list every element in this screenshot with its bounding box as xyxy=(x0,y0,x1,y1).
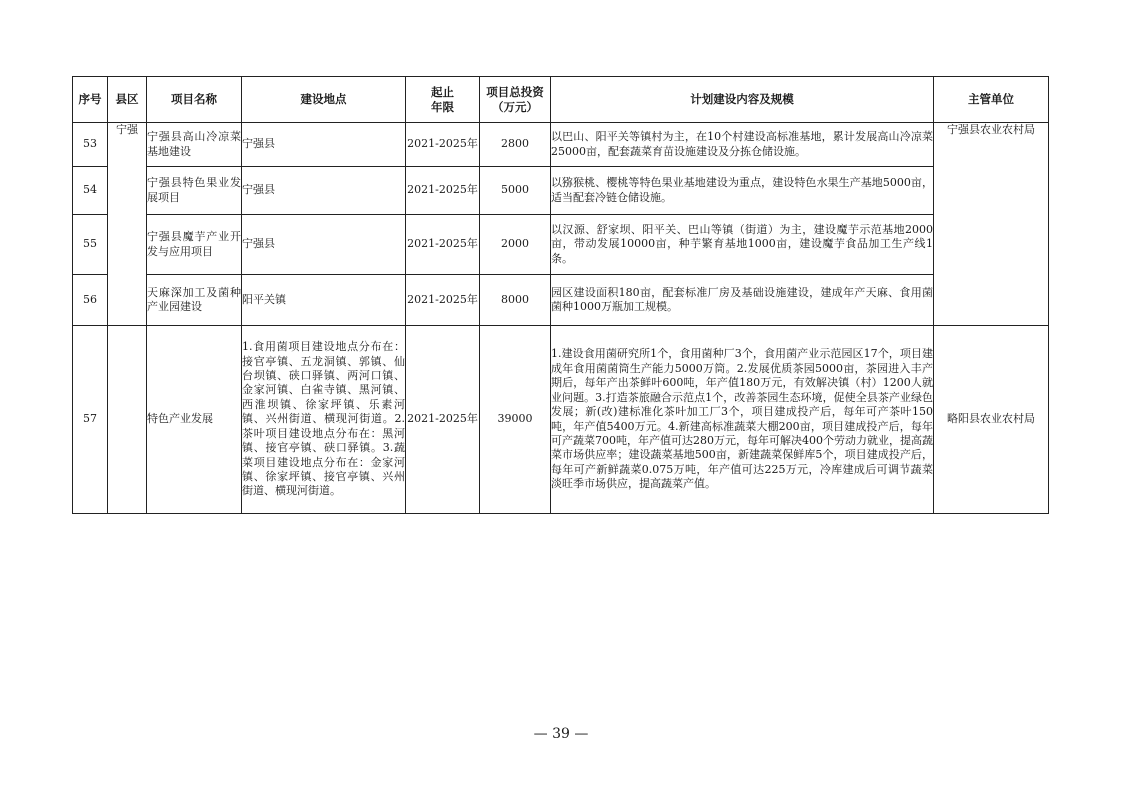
row-location: 1.食用菌项目建设地点分布在：接官亭镇、五龙洞镇、郭镇、仙台坝镇、硖口驿镇、两河口镇、金家河镇、白雀寺镇、黑河镇、西淮坝镇、徐家坪镇、乐素河镇、兴州街道、横现河街道。2.茶叶项目建设地点分布在：黑河镇、接官亭镇、硖口驿镇。3.蔬菜项目建设地点分布在：金家河镇、徐家坪镇、接官亭镇、兴州街道、横现河街道。 xyxy=(242,326,406,514)
row-period: 2021-2025年 xyxy=(406,215,480,275)
row-investment: 8000 xyxy=(480,275,551,326)
row-no: 55 xyxy=(73,215,108,275)
header-county: 县区 xyxy=(108,77,147,123)
header-no: 序号 xyxy=(73,77,108,123)
row-unit: 宁强县农业农村局 xyxy=(934,123,1049,326)
row-investment: 5000 xyxy=(480,167,551,215)
row-period: 2021-2025年 xyxy=(406,275,480,326)
project-table xyxy=(72,76,1049,514)
row-name: 天麻深加工及菌种产业园建设 xyxy=(147,275,242,326)
header-unit: 主管单位 xyxy=(934,77,1049,123)
table-row xyxy=(73,275,1049,326)
row-period: 2021-2025年 xyxy=(406,167,480,215)
header-content: 计划建设内容及规模 xyxy=(551,77,934,123)
row-location: 阳平关镇 xyxy=(242,275,406,326)
row-period: 2021-2025年 xyxy=(406,123,480,167)
row-investment: 2800 xyxy=(480,123,551,167)
table-row xyxy=(73,167,1049,215)
row-no: 54 xyxy=(73,167,108,215)
row-no: 56 xyxy=(73,275,108,326)
header-location: 建设地点 xyxy=(242,77,406,123)
table-row xyxy=(73,123,1049,167)
table-row xyxy=(73,326,1049,514)
row-content: 以汉源、舒家坝、阳平关、巴山等镇（街道）为主，建设魔芋示范基地2000亩，带动发展10000亩，种芋繁育基地1000亩，建设魔芋食品加工生产线1条。 xyxy=(551,215,934,275)
row-period: 2021-2025年 xyxy=(406,326,480,514)
header-period: 起止 年限 xyxy=(406,77,480,123)
row-no: 57 xyxy=(73,326,108,514)
row-content: 以巴山、阳平关等镇村为主，在10个村建设高标准基地，累计发展高山冷凉菜25000亩，配套蔬菜育苗设施建设及分拣仓储设施。 xyxy=(551,123,934,167)
row-content: 以猕猴桃、樱桃等特色果业基地建设为重点，建设特色水果生产基地5000亩，适当配套冷链仓储设施。 xyxy=(551,167,934,215)
row-no: 53 xyxy=(73,123,108,167)
header-name: 项目名称 xyxy=(147,77,242,123)
row-investment: 2000 xyxy=(480,215,551,275)
header-investment: 项目总投资 （万元） xyxy=(480,77,551,123)
header-row xyxy=(73,77,1049,123)
row-name: 宁强县高山冷凉菜基地建设 xyxy=(147,123,242,167)
row-location: 宁强县 xyxy=(242,123,406,167)
row-name: 宁强县魔芋产业开发与应用项目 xyxy=(147,215,242,275)
row-unit: 略阳县农业农村局 xyxy=(934,326,1049,514)
row-content: 1.建设食用菌研究所1个，食用菌种厂3个，食用菌产业示范园区17个，项目建成年食用菌菌筒生产能力5000万筒。2.发展优质茶园5000亩，茶园进入丰产期后，每年产出茶鲜叶600吨，年产值180万元，有效解决镇（村）1200人就业问题。3.打造茶旅融合示范点1个，改善茶园生态环境，促使全县茶产业绿色发展；新(改)建标准化茶叶加工厂3个，项目建成投产后，每年可产茶叶150吨，年产值5400万元。4.新建高标准蔬菜大棚200亩，项目建成投产后，每年可产蔬菜700吨，年产值可达280万元，每年可解决400个劳动力就业，提高蔬菜市场供应率；建设蔬菜基地500亩，新建蔬菜保鲜库5个，项目建成投产后，每年可产新鲜蔬菜0.075万吨，年产值可达225万元，冷库建成后可调节蔬菜淡旺季市场供应，提高蔬菜产值。 xyxy=(551,326,934,514)
row-name: 宁强县特色果业发展项目 xyxy=(147,167,242,215)
row-location: 宁强县 xyxy=(242,167,406,215)
row-county xyxy=(108,326,147,514)
row-investment: 39000 xyxy=(480,326,551,514)
row-content: 园区建设面积180亩，配套标准厂房及基础设施建设，建成年产天麻、食用菌菌种1000万瓶加工规模。 xyxy=(551,275,934,326)
table-row xyxy=(73,215,1049,275)
page-number: — 39 — xyxy=(533,726,589,742)
row-county: 宁强 xyxy=(108,123,147,326)
row-location: 宁强县 xyxy=(242,215,406,275)
row-name: 特色产业发展 xyxy=(147,326,242,514)
